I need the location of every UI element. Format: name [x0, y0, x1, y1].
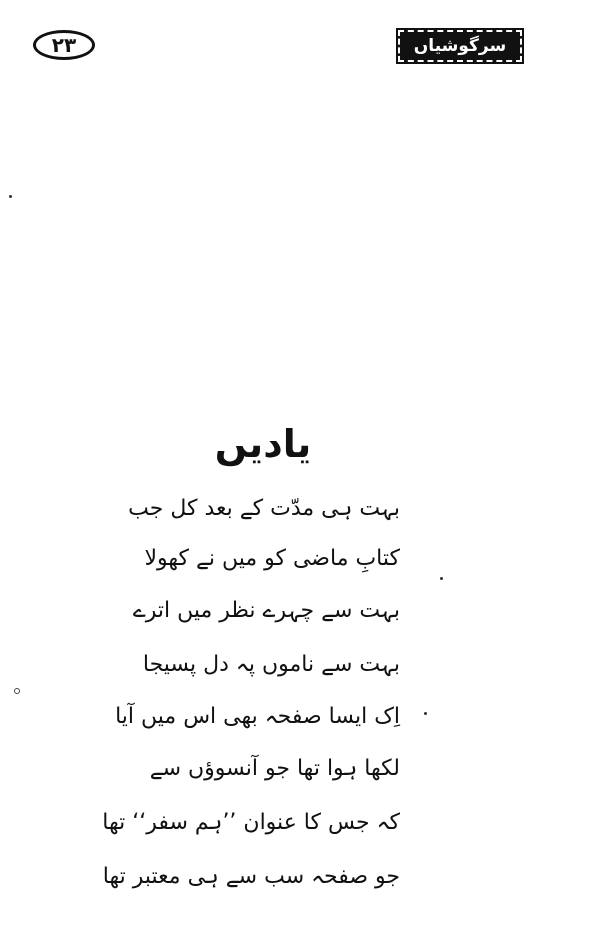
poem-title: یادیں [214, 422, 312, 466]
page-number-badge [33, 30, 95, 60]
section-title-banner [398, 30, 522, 62]
poem-line: بہت سے چہرے نظر میں اترے [132, 598, 400, 623]
scan-speck [14, 688, 20, 694]
poem-line: اِک ایسا صفحہ بھی اس میں آیا [115, 704, 400, 729]
poem-line: جو صفحہ سب سے ہی معتبر تھا [102, 864, 400, 889]
scan-speck [424, 712, 427, 715]
scan-speck [9, 195, 12, 198]
poem-line: بہت ہی مدّت کے بعد کل جب [128, 496, 400, 521]
page-number: ٢٣ [51, 33, 77, 57]
poem-line: لکھا ہوا تھا جو آنسوؤں سے [149, 756, 400, 781]
scan-speck [440, 577, 443, 580]
section-title: سرگوشیاں [413, 35, 507, 56]
poem-line: کتابِ ماضی کو میں نے کھولا [144, 546, 400, 571]
poem-line: کہ جس کا عنوان ’’ہم سفر‘‘ تھا [102, 810, 400, 835]
poem-line: بہت سے ناموں پہ دل پسیجا [142, 652, 400, 677]
